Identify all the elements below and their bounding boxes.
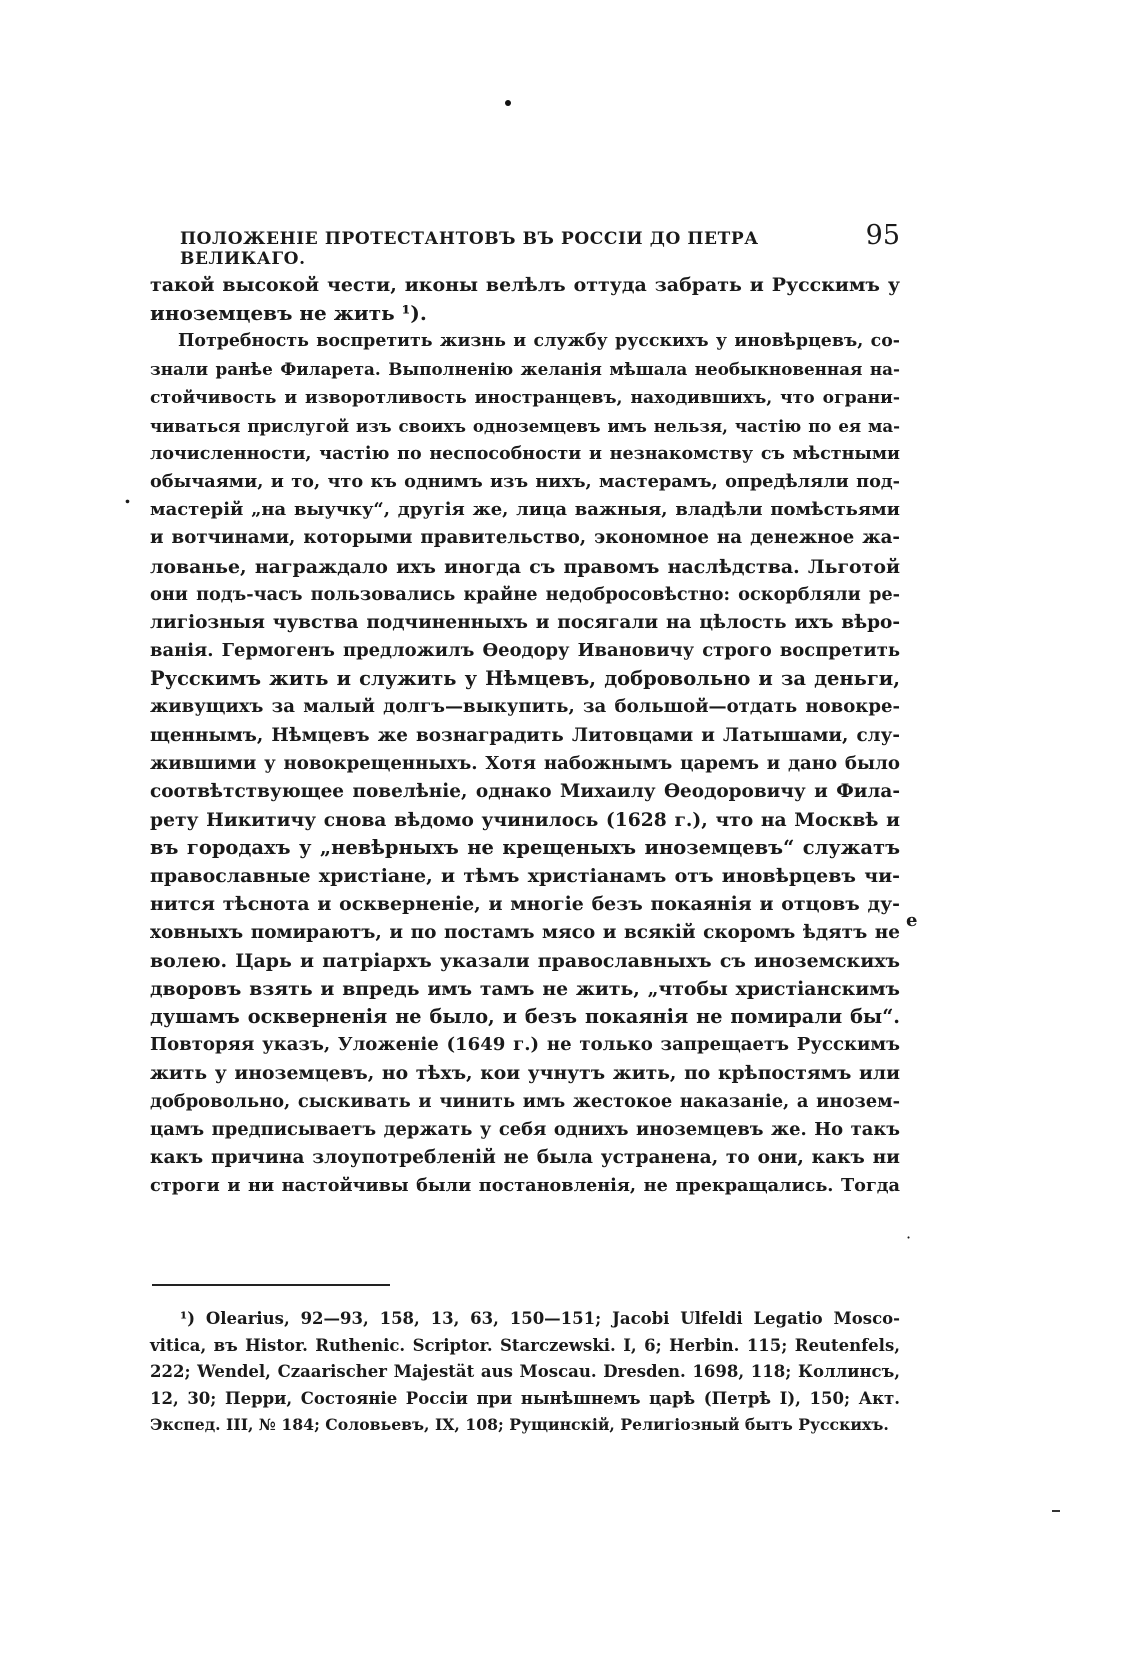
margin-dot-mark: . xyxy=(124,484,131,508)
footnote-line: vitica, въ Histor. Ruthenic. Scriptor. Starczewski. I, 6; Herbin. 115; Reutenfels, xyxy=(150,1335,900,1355)
footnote-line: ¹) Olearius, 92—93, 158, 13, 63, 150—151; Jacobi Ulfeldi Legatio Mosco- xyxy=(180,1309,900,1328)
margin-e-mark: е xyxy=(906,910,918,931)
page-number: 95 xyxy=(865,220,900,251)
body-line: живущихъ за малый долгъ—выкупить, за большой—отдать новокре- xyxy=(150,696,900,718)
body-line: добровольно, сыскивать и чинить имъ жестокое наказаніе, а инозем- xyxy=(150,1090,900,1112)
body-line: и вотчинами, которыми правительство, экономное на денежное жа- xyxy=(150,527,900,549)
body-line: лованье, награждало ихъ иногда съ правомъ наслѣдства. Льготой xyxy=(150,555,900,578)
footnote-line: 222; Wendel, Czaarischer Majestät aus Moscau. Dresden. 1698, 118; Коллинсъ, xyxy=(150,1362,900,1381)
body-line: цамъ предписываетъ держать у себя однихъ иноземцевъ же. Но такъ xyxy=(150,1118,900,1140)
body-line: нится тѣснота и оскверненіе, и многіе безъ покаянія и отцовъ ду- xyxy=(150,893,900,916)
margin-dash-mark xyxy=(1052,1510,1060,1512)
footnote-line: Экспед. III, № 184; Соловьевъ, IX, 108; Рущинскій, Религіозный бытъ Русскихъ. xyxy=(150,1415,889,1434)
footnote-rule xyxy=(152,1284,390,1286)
body-line: жить у иноземцевъ, но тѣхъ, кои учнутъ жить, по крѣпостямъ или xyxy=(150,1062,900,1085)
footnote-line: 12, 30; Перри, Состояніе Россіи при нынѣшнемъ царѣ (Петрѣ I), 150; Акт. xyxy=(150,1388,900,1408)
body-text xyxy=(150,271,900,1200)
body-line: Повторяя указъ, Уложеніе (1649 г.) не только запрещаетъ Русскимъ xyxy=(150,1034,900,1056)
body-line: обычаями, и то, что къ однимъ изъ нихъ, мастерамъ, опредѣляли под- xyxy=(150,471,900,493)
body-line: мастерій „на выучку“, другія же, лица важныя, владѣли помѣстьями xyxy=(150,499,900,521)
body-line: соотвѣтствующее повелѣніе, однако Михаилу Ѳеодоровичу и Фила- xyxy=(150,780,900,802)
body-line: жившими у новокрещенныхъ. Хотя набожнымъ царемъ и дано было xyxy=(150,752,900,774)
body-line: Потребность воспретить жизнь и службу русскихъ у иновѣрцевъ, со- xyxy=(178,331,900,352)
footnotes xyxy=(150,1306,900,1439)
body-line: строги и ни настойчивы были постановленія, не прекращались. Тогда xyxy=(150,1175,900,1196)
running-title: ПОЛОЖЕНІЕ ПРОТЕСТАНТОВЪ ВЪ РОССІИ ДО ПЕТРА ВЕЛИКАГО. xyxy=(180,229,759,269)
body-line: лигіозныя чувства подчиненныхъ и посягали на цѣлость ихъ вѣро- xyxy=(150,611,900,633)
body-line: знали ранѣе Филарета. Выполненію желанія мѣшала необыкновенная на- xyxy=(150,359,900,380)
body-line: такой высокой чести, иконы велѣлъ оттуда забрать и Русскимъ у xyxy=(150,274,900,296)
body-line: стойчивость и изворотливость иностранцевъ, находившихъ, что ограни- xyxy=(150,387,900,408)
body-line: какъ причина злоупотребленій не была устранена, то они, какъ ни xyxy=(150,1146,900,1168)
body-line: они подъ-часъ пользовались крайне недобросовѣстно: оскорбляли ре- xyxy=(150,583,900,605)
margin-dot-mark-2: · xyxy=(906,1228,912,1247)
body-line: лочисленности, частію по неспособности и незнакомству съ мѣстными xyxy=(150,443,900,464)
body-line: ховныхъ помираютъ, и по постамъ мясо и всякій скоромъ ѣдятъ не xyxy=(150,921,900,943)
body-line: православные христіане, и тѣмъ христіанамъ отъ иновѣрцевъ чи- xyxy=(150,865,900,888)
body-line: щеннымъ, Нѣмцевъ же вознаградить Литовцами и Латышами, слу- xyxy=(150,724,900,746)
body-line: ванія. Гермогенъ предложилъ Ѳеодору Ивановичу строго воспретить xyxy=(150,640,900,662)
running-head xyxy=(180,220,900,269)
body-line: рету Никитичу снова вѣдомо учинилось (1628 г.), что на Москвѣ и xyxy=(150,808,900,831)
body-line: Русскимъ жить и служить у Нѣмцевъ, добровольно и за деньги, xyxy=(150,667,900,691)
body-line: чиваться прислугой изъ своихъ одноземцевъ имъ нельзя, частію по ея ма- xyxy=(150,415,900,436)
ink-speck xyxy=(505,100,511,106)
body-line: волею. Царь и патріархъ указали православныхъ съ иноземскихъ xyxy=(150,949,900,972)
body-line: въ городахъ у „невѣрныхъ не крещеныхъ иноземцевъ“ служатъ xyxy=(150,836,900,860)
body-line: душамъ оскверненія не было, и безъ покаянія не помирали бы“. xyxy=(150,1005,900,1029)
body-line: дворовъ взять и впредь имъ тамъ не жить, „чтобы христіанскимъ xyxy=(150,977,900,1000)
body-line: иноземцевъ не жить ¹). xyxy=(150,301,427,326)
